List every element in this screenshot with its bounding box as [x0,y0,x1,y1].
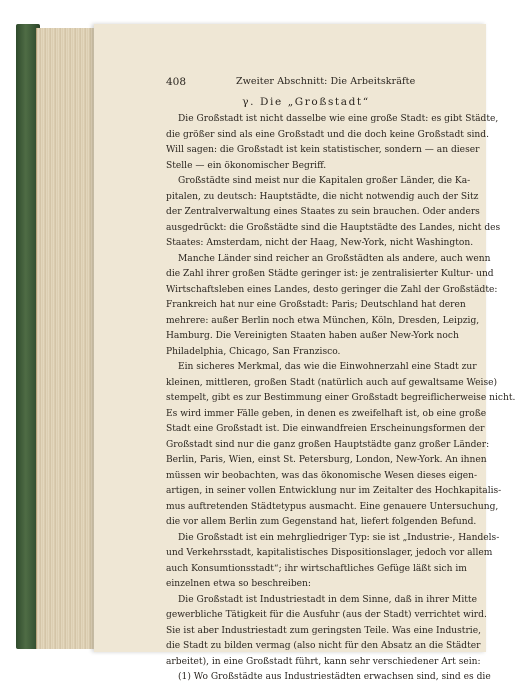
text-line: Sie ist aber Industriestadt zum geringsten Teile. Was eine Industrie, [166,625,481,636]
text-line: stempelt, gibt es zur Bestimmung einer Großstadt begreiflicherweise nicht. [166,393,515,403]
text-line: einzelnen etwa so beschreiben: [166,579,311,589]
text-line: gewerbliche Tätigkeit für die Ausfuhr (aus der Stadt) verrichtet wird. [166,610,487,620]
text-line: Die Großstadt ist ein mehrgliedriger Typ: sie ist „Industrie-, Handels- [178,532,500,543]
text-line: auch Konsumtionsstadt“; ihr wirtschaftliches Gefüge läßt sich im [166,563,467,574]
text-line: Will sagen: die Großstadt ist kein statistischer, sondern — an dieser [166,145,480,155]
text-line: artigen, in seiner vollen Entwicklung nur im Zeitalter des Hochkapitalis- [166,486,502,496]
text-line: müssen wir beobachten, was das ökonomische Wesen dieses eigen- [166,470,478,481]
text-line: pitalen, zu deutsch: Hauptstädte, die nicht notwendig auch der Sitz [166,191,479,202]
text-line: mus auftretenden Städtetypus ausmacht. Eine genauere Untersuchung, [166,501,499,512]
text-line: mehrere: außer Berlin noch etwa München, Köln, Dresden, Leipzig, [166,315,480,326]
page-edges [36,28,95,649]
text-line: Frankreich hat nur eine Großstadt: Paris; Deutschland hat deren [166,300,466,310]
running-title: Zweiter Abschnitt: Die Arbeitskräfte [236,76,416,87]
text-line: Hamburg. Die Vereinigten Staaten haben außer New-York noch [166,331,459,341]
text-line: die Stadt zu bilden vermag (also nicht für den Absatz an die Städter [166,641,481,651]
text-line: Philadelphia, Chicago, San Franzisco. [166,346,341,357]
text-line: die Zahl ihrer großen Städte geringer ist: je zentralisierter Kultur- und [166,269,494,279]
text-line: der Zentralverwaltung eines Staates zu sein brauchen. Oder anders [166,207,480,217]
text-line: die vor allem Berlin zum Gegenstand hat, liefert folgenden Befund. [166,517,477,527]
text-line: arbeitet), in eine Großstadt führt, kann sehr verschiedener Art sein: [166,656,481,667]
text-line: Ein sicheres Merkmal, das wie die Einwohnerzahl eine Stadt zur [178,362,477,372]
text-line: kleinen, mittleren, großen Stadt (natürlich auch auf gewaltsame Weise) [166,377,498,388]
section-heading: γ. Die „Großstadt“ [242,96,370,108]
text-body [166,112,515,686]
text-line: Großstadt sind nur die ganz großen Hauptstädte ganz großer Länder: [166,439,490,450]
text-line: (1) Wo Großstädte aus Industriestädten erwachsen sind, sind es die [178,672,491,682]
text-line: Stadt eine Großstadt ist. Die einwandfreien Erscheinungsformen der [166,424,485,434]
text-line: Großstädte sind meist nur die Kapitalen großer Länder, die Ka- [178,176,471,186]
text-line: Wirtschaftsleben eines Landes, desto geringer die Zahl der Großstädte: [166,284,498,295]
page-number: 408 [166,76,187,88]
text-line: Es wird immer Fälle geben, in denen es zweifelhaft ist, ob eine große [166,408,487,419]
text-line: und Verkehrsstadt, kapitalistisches Dispositionslager, jedoch vor allem [166,548,493,558]
text-line: Die Großstadt ist Industriestadt in dem Sinne, daß in ihrer Mitte [178,594,477,605]
page-content [166,76,515,686]
text-line: die größer sind als eine Großstadt und die doch keine Großstadt sind. [166,129,489,140]
page-header [166,76,446,92]
text-line: Staates: Amsterdam, nicht der Haag, New-York, nicht Washington. [166,238,474,248]
text-line: Die Großstadt ist nicht dasselbe wie eine große Stadt: es gibt Städte, [178,114,499,124]
text-line: ausgedrückt: die Großstädte sind die Hauptstädte des Landes, nicht des [166,222,501,233]
text-line: Stelle — ein ökonomischer Begriff. [166,160,327,171]
text-line: Berlin, Paris, Wien, einst St. Petersburg, London, New-York. An ihnen [166,455,487,465]
text-line: Manche Länder sind reicher an Großstädten als andere, auch wenn [178,253,491,264]
